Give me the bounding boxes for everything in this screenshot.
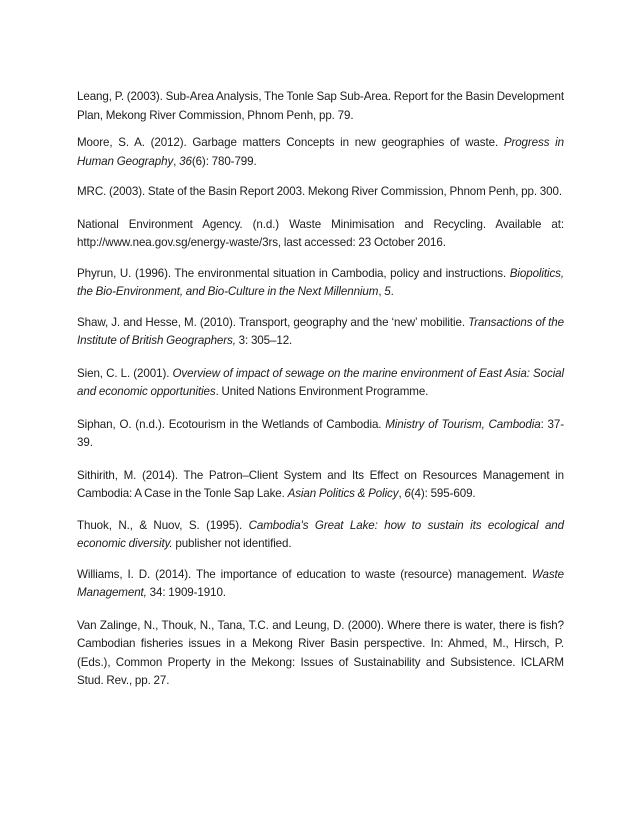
reference-entry (77, 517, 564, 554)
reference-entry (77, 617, 564, 691)
reference-text: . (390, 285, 394, 298)
reference-italic-text: 36 (179, 154, 192, 168)
reference-italic-text: 6 (404, 487, 411, 500)
reference-text: 34: 1909-1910. (146, 586, 226, 599)
reference-text: , (378, 285, 385, 298)
reference-text: Siphan, O. (n.d.). Ecotourism in the Wetlands of Cambodia. (77, 417, 386, 431)
reference-text: (6): 780-799. (191, 154, 257, 168)
reference-text: MRC. (2003). State of the Basin Report 2003. Mekong River Commission, Phnom Penh, pp. 300. (77, 185, 562, 198)
reference-text: . United Nations Environment Programme. (215, 385, 429, 398)
reference-text: Moore, S. A. (2012). Garbage matters Concepts in new geographies of waste. (77, 136, 504, 149)
reference-entry (77, 467, 564, 504)
reference-entry (77, 566, 564, 603)
reference-text: Leang, P. (2003). Sub-Area Analysis, The Tonle Sap Sub-Area. Report for the Basin Development Plan, Mekong River Commission, Phnom Penh, pp. 79. (77, 90, 564, 122)
reference-italic-text: Overview of impact of sewage on the marine environment of East Asia: Social and economic opportunities (77, 366, 565, 398)
reference-text: , (173, 154, 180, 168)
reference-italic-text: Progress in Human Geography (77, 136, 564, 168)
reference-italic-text: Waste Management, (77, 567, 564, 599)
reference-text: 3: 305–12. (235, 334, 293, 347)
reference-entry (77, 216, 564, 253)
reference-entry (77, 88, 564, 125)
reference-text: : 37-39. (77, 417, 564, 449)
reference-entry (77, 183, 564, 202)
reference-text: Williams, I. D. (2014). The importance of education to waste (resource) management. (77, 567, 532, 581)
reference-entry (77, 134, 564, 171)
reference-entry (77, 365, 564, 402)
reference-entry (77, 416, 564, 453)
reference-text: , (398, 487, 405, 500)
reference-text: publisher not identified. (172, 537, 292, 550)
reference-italic-text: 5 (384, 285, 391, 298)
reference-text: Shaw, J. and Hesse, M. (2010). Transport, geography and the ‘new’ mobilitie. (77, 315, 469, 329)
reference-text: National Environment Agency. (n.d.) Waste Minimisation and Recycling. Available at: http://www.nea.gov.sg/energy-waste/3rs, last accessed: 23 October 2016. (77, 217, 564, 249)
reference-text: Thuok, N., & Nuov, S. (1995). (77, 518, 249, 532)
reference-text: Van Zalinge, N., Thouk, N., Tana, T.C. and Leung, D. (2000). Where there is water, there is fish? Cambodian fisheries issues in a Mekong River Basin perspective. In: Ahmed, M., Hirsch, P. (Eds.), Common Property in the Mekong: Issues of Sustainability and Subsistence. ICLARM Stud. Rev., pp. 27. (77, 618, 564, 687)
reference-entry (77, 314, 564, 351)
reference-text: (4): 595-609. (410, 487, 476, 500)
reference-entry (77, 265, 564, 302)
reference-italic-text: Cambodia's Great Lake: how to sustain its ecological and economic diversity. (77, 518, 564, 550)
reference-italic-text: Transactions of the Institute of British Geographers, (77, 315, 564, 347)
reference-italic-text: Asian Politics & Policy (287, 487, 399, 500)
reference-text: Sien, C. L. (2001). (77, 366, 173, 380)
reference-italic-text: Ministry of Tourism, Cambodia (385, 417, 541, 431)
reference-text: Phyrun, U. (1996). The environmental situation in Cambodia, policy and instructions. (77, 266, 510, 280)
reference-list (77, 88, 564, 691)
reference-italic-text: Biopolitics, the Bio-Environment, and Bio-Culture in the Next Millennium (77, 266, 564, 298)
reference-text: Sithirith, M. (2014). The Patron–Client System and Its Effect on Resources Management in Cambodia: A Case in the Tonle Sap Lake. (77, 468, 564, 500)
